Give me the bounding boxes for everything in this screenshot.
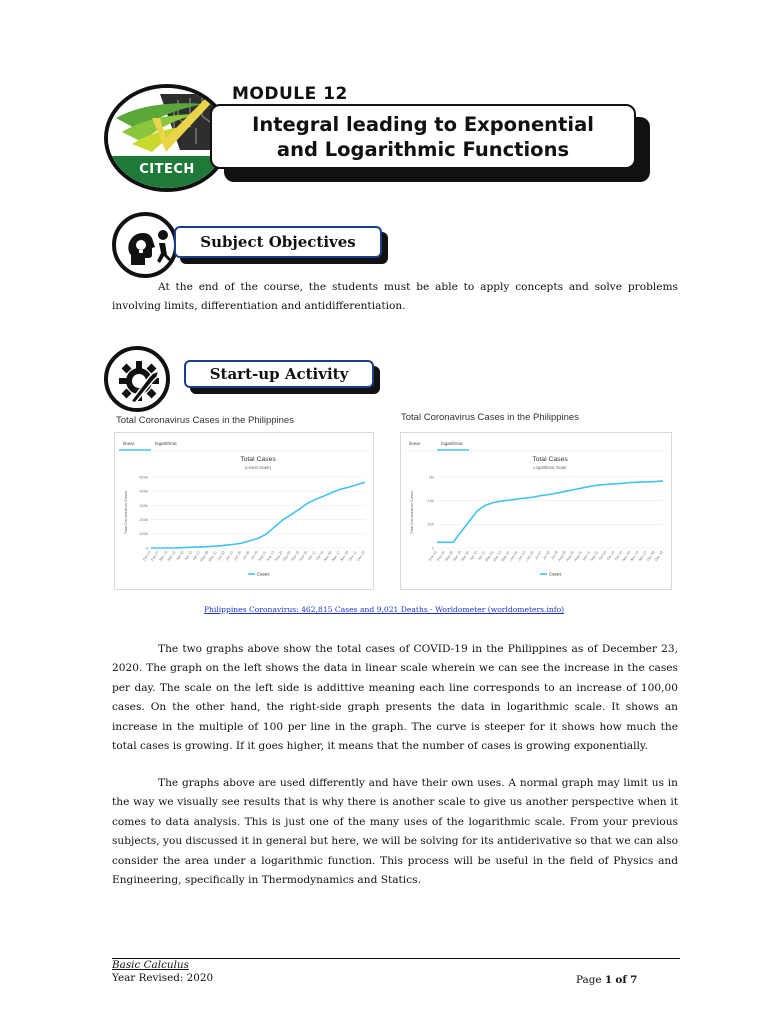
chart-series-line [437,481,663,542]
chart-x-tick: Jul 18 [542,550,551,561]
objectives-text: At the end of the course, the students must be able to apply concepts and solve problems involving limits, differentiation and antidifferentiation. [112,281,678,313]
gear-wrench-icon [117,359,165,407]
chart-y-tick: 100 [427,521,434,527]
chart-x-tick: Jun 15 [517,550,527,562]
chart-x-tick: Apr 15 [183,550,193,562]
chart-x-tick: Oct 24 [315,550,325,562]
chart-x-tick: Aug 13 [265,550,276,562]
chart-x-tick: Apr 10 [468,550,479,562]
chart-x-tick: Nov 05 [621,550,632,562]
logo-text: CITECH [139,162,195,177]
chart-y-tick: 10k [427,498,434,504]
chart-x-tick: Sep 30 [298,550,309,562]
objectives-heading-box [174,226,382,258]
module-title-line-1: Integral leading to Exponential [252,112,594,136]
chart-x-tick: Nov 16 [629,550,640,562]
chart-x-tick: Jul 07 [533,550,543,561]
module-title-line-2: and Logarithmic Functions [276,137,570,161]
chart-x-tick: Aug 31 [573,550,584,562]
chart-linear-frame [114,432,374,590]
chart-x-tick: Sep 22 [589,550,600,562]
chart-x-tick: Jun 26 [232,550,243,562]
chart-tab-logarithmic[interactable]: logarithmic [155,441,178,446]
chart-log-title: Total Coronavirus Cases in the Philippines [401,412,579,423]
chart-x-tick: Dec 23 [356,550,366,562]
module-label: MODULE 12 [232,84,348,104]
chart-x-tick: Mar 22 [166,550,177,562]
chart-y-tick: 300k [139,502,148,508]
chart-y-tick: 1 [431,545,434,551]
chart-y-tick: 1M [428,474,434,480]
chart-x-tick: Feb 15 [142,550,152,562]
startup-heading: Start-up Activity [209,365,349,383]
chart-legend-label: Cases [257,571,270,577]
chart-x-tick: Jun 14 [224,550,235,562]
chart-x-tick: Aug 20 [565,550,576,562]
chart-y-label: Total Coronavirus Cases [123,490,128,535]
chart-x-tick: Nov 29 [339,550,350,562]
chart-x-tick: Sep 18 [290,550,300,562]
chart-x-tick: Aug 25 [273,550,284,562]
chart-x-tick: Oct 25 [614,550,624,562]
chart-linear-svg [115,433,373,589]
chart-x-tick: Mar 19 [452,550,463,562]
chart-scale-note: (Linear Scale) [244,465,272,470]
chart-y-label: Total Coronavirus Cases [409,490,414,535]
chart-x-tick: Aug 01 [257,550,268,562]
chart-x-tick: Mar 30 [460,550,471,562]
chart-x-tick: Feb 27 [150,550,161,562]
chart-x-tick: Oct 14 [606,550,616,562]
chart-y-tick: 400k [139,488,148,494]
chart-x-tick: Apr 03 [175,550,185,562]
chart-x-tick: Mar 08 [444,550,454,562]
chart-x-tick: Nov 17 [331,550,342,562]
chart-x-tick: Apr 27 [191,550,202,562]
chart-x-tick: Apr 21 [476,550,487,562]
startup-icon [104,346,170,412]
chart-x-tick: Oct 12 [307,550,317,562]
chart-x-tick: May 13 [492,550,503,563]
chart-legend-label: Cases [549,571,562,577]
footer-year: Year Revised: 2020 [112,972,214,984]
chart-x-tick: May 09 [199,550,210,563]
chart-x-tick: Dec 19 [654,550,664,562]
paragraph-1: The two graphs above show the total cases of COVID-19 in the Philippines as of December 23, 2020. The graph on the left shows the data in linear scale wherein we can see the increase in the cases per day. The scale on the left side is addittive meaning each line corresponds to an increase of 100,00 cases. On the other hand, the right-side graph presents the data in logarithmic scale. It shows an increase in the multiple of 100 per line in the graph. The curve is steeper for it shows how much the total cases is growing. If it goes higher, it means that the number of cases is growing exponentially. [112,643,678,753]
chart-x-tick: Jun 26 [525,550,535,562]
chart-x-tick: May 02 [484,550,495,563]
chart-x-tick: Dec 08 [645,550,656,562]
chart-series-line [151,482,365,548]
chart-log-svg [401,433,671,589]
page-prefix: Page [576,974,602,986]
chart-y-tick: 500k [139,474,148,480]
lightbulb-head-icon [125,225,173,273]
chart-x-tick: Jul 08 [241,550,251,561]
chart-x-tick: Nov 05 [323,550,333,562]
page-total: 7 [630,974,638,986]
chart-subtitle: Total Cases [240,456,276,463]
startup-heading-box [184,360,374,388]
chart-subtitle: Total Cases [532,456,568,463]
chart-log-frame [400,432,672,590]
chart-x-tick: May 24 [500,550,511,563]
footer-course: Basic Calculus [112,959,189,971]
chart-x-tick: Sep 06 [281,550,292,562]
page-number [576,974,637,986]
chart-x-tick: Jul 29 [550,550,559,561]
chart-x-tick: Feb 15 [428,550,438,562]
page-current: 1 [604,974,613,986]
footer-divider [112,958,680,959]
chart-x-tick: May 21 [207,550,218,563]
paragraph-2: The graphs above are used differently and have their own uses. A normal graph may limit us in the way we visually see results that is why there is another scale to give us another perspective when it comes to data analysis. This is just one of the many uses of the logarithmic scale. From your previous subjects, you discussed it in general but here, we will be solving for its antiderivative so that we can also consider the area under a logarithmic function. This process will be useful in the field of Physics and Engineering, specifically in Thermodynamics and Statics. [112,777,678,887]
chart-x-tick: Mar 10 [158,550,169,562]
module-title-box [210,104,636,169]
chart-x-tick: Feb 26 [436,550,446,562]
chart-x-tick: Aug 09 [557,550,567,562]
chart-x-tick: Dec 11 [347,550,358,562]
page-of: of [615,974,627,986]
chart-tab-linear[interactable]: linear [409,441,421,446]
chart-x-tick: Jul 20 [250,550,259,561]
source-link[interactable]: Philippines Coronavirus: 462,815 Cases and 9,021 Deaths - Worldometer (worldometers.info) [203,605,565,614]
chart-x-tick: Oct 03 [597,550,608,562]
chart-x-tick: Nov 27 [637,550,648,562]
objectives-icon [112,212,178,278]
chart-x-tick: Jun 02 [216,550,226,562]
chart-x-tick: Jun 04 [509,550,519,562]
chart-y-tick: 0 [145,545,148,551]
chart-y-tick: 200k [139,517,148,522]
chart-x-tick: Sep 11 [581,550,592,562]
chart-tab-logarithmic[interactable]: logarithmic [441,441,464,446]
chart-y-tick: 100k [139,531,148,537]
chart-linear-title: Total Coronavirus Cases in the Philippines [116,415,294,426]
chart-tab-linear[interactable]: linear [123,441,135,446]
objectives-heading: Subject Objectives [200,233,356,251]
chart-scale-note: Logarithmic Scale [533,465,567,470]
